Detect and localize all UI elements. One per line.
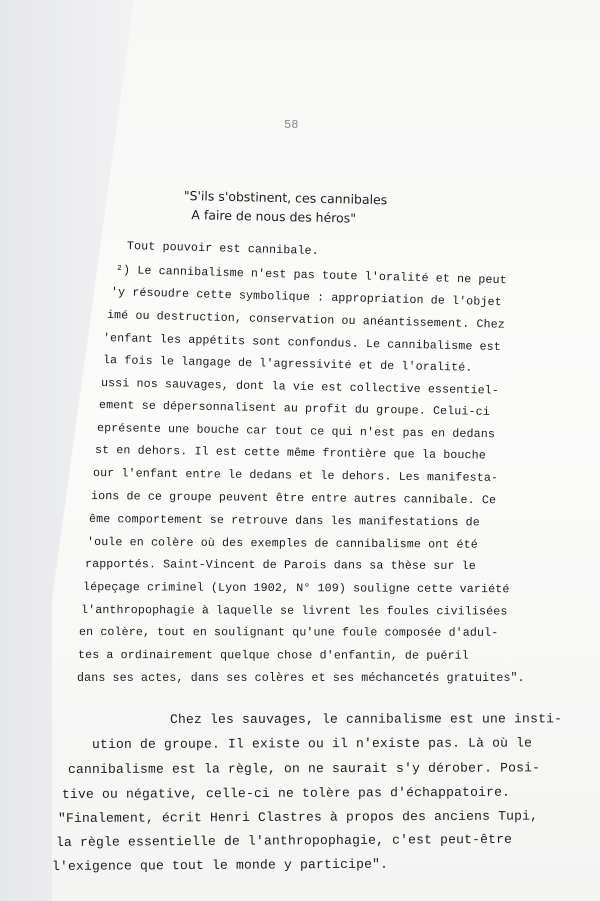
text-line: eprésente une bouche car tout ce qui n'est pas en dedans: [96, 422, 496, 442]
text-line: l'exigence que tout le monde y participe".: [51, 856, 389, 874]
text-line: la fois le langage de l'agressivité et de l'oralité.: [102, 354, 473, 375]
text-line: ême comportement se retrouve dans les manifestations de: [88, 513, 480, 530]
text-line: 'y résoudre cette symbolique : appropriation de l'objet: [110, 286, 502, 310]
text-line: ussi nos sauvages, dont la vie est collective essentiel-: [100, 377, 500, 398]
text-line: our l'enfant entre le dedans et le dehors. Les manifesta-: [92, 467, 499, 485]
epigraph-line: A faire de nous des héros": [191, 207, 357, 226]
text-line: tive ou négative, celle-ci ne tolère pas d'échappatoire.: [61, 784, 511, 802]
text-line: Chez les sauvages, le cannibalisme est une insti-: [169, 711, 563, 727]
text-line: ions de ce groupe peuvent être entre autres cannibale. Ce: [90, 490, 497, 508]
text-line: l'anthropophagie à laquelle se livrent les foules civilisées: [80, 604, 508, 619]
page-number: 58: [284, 118, 299, 132]
epigraph: [183, 186, 444, 229]
text-line: ²) Le cannibalisme n'est pas toute l'oralité et ne peut: [115, 264, 507, 288]
text-line: lépeçage criminel (Lyon 1902, N° 109) souligne cette variété: [82, 581, 510, 597]
text-line: st en dehors. Il est cette même frontière que la bouche: [94, 444, 486, 463]
text-line: tes a ordinairement quelque chose d'enfantin, de puéril: [77, 649, 469, 663]
text-line: "Finalement, écrit Henri Clastres à propos des anciens Tupi,: [57, 808, 539, 826]
text-line: imé ou destruction, conservation ou anéantissement. Chez: [106, 309, 506, 332]
text-line: ution de groupe. Il existe ou il n'existe pas. Là où le: [91, 735, 533, 752]
text-line: la règle essentielle de l'anthropophagie, c'est peut-être: [55, 831, 513, 850]
text-line: rapportés. Saint-Vincent de Parois dans sa thèse sur le: [84, 558, 476, 574]
text-line: ement se dépersonnalisent au profit du groupe. Celui-ci: [98, 399, 490, 419]
text-line: Tout pouvoir est cannibale.: [126, 240, 320, 259]
text-line: cannibalisme est la règle, on ne saurait s'y dérober. Posi-: [67, 760, 541, 777]
text-line: en colère, tout en soulignant qu'une foule composée d'adul-: [78, 626, 499, 640]
text-line: 'oule en colère où des exemples de cannibalisme ont été: [86, 536, 478, 552]
text-line: dans ses actes, dans ses colères et ses méchancetés gratuites".: [77, 672, 525, 685]
text-line: 'enfant les appétits sont confondus. Le cannibalisme est: [102, 332, 502, 355]
epigraph-line: "S'ils s'obstinent, ces cannibales: [183, 187, 388, 208]
